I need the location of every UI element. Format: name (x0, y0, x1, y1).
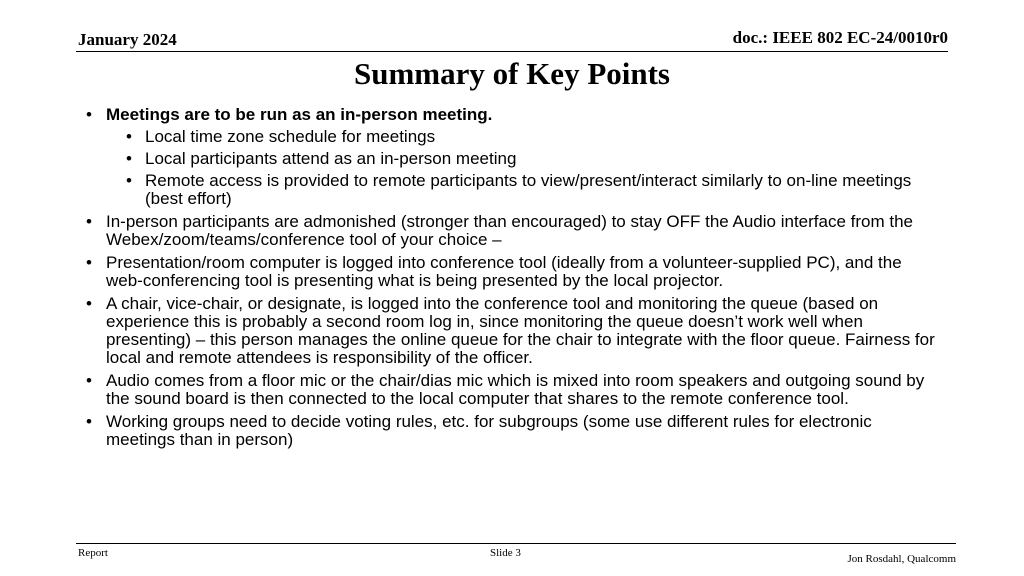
slide-content (86, 106, 938, 454)
footer-divider (76, 543, 956, 544)
bullet-text: Meetings are to be run as an in-person meeting. (106, 105, 493, 124)
slide-number: Slide 3 (490, 547, 521, 559)
bullet-item: • Audio comes from a floor mic or the chair/dias mic which is mixed into room speakers and outgoing sound by the sound board is then connected to the local computer that shares to the remote conference tool. (86, 372, 938, 408)
bullet-item: • Working groups need to decide voting rules, etc. for subgroups (some use different rules for electronic meetings than in person) (86, 413, 938, 449)
sub-bullet-item: • Local participants attend as an in-person meeting (106, 150, 938, 168)
bullet-item (86, 106, 938, 208)
sub-bullet-item: • Local time zone schedule for meetings (106, 128, 938, 146)
sub-bullet-list (106, 128, 938, 208)
bullet-item: • Presentation/room computer is logged into conference tool (ideally from a volunteer-supplied PC), and the web-conferencing tool is presenting what is being presented by the local projector. (86, 254, 938, 290)
header-date: January 2024 (78, 30, 177, 49)
slide-title: Summary of Key Points (353, 56, 670, 91)
footer-author: Jon Rosdahl, Qualcomm (847, 553, 956, 565)
document-id: doc.: IEEE 802 EC-24/0010r0 (732, 28, 948, 47)
footer-report-label: Report (78, 547, 108, 559)
header-divider (76, 51, 948, 52)
bullet-item: • In-person participants are admonished (stronger than encouraged) to stay OFF the Audio interface from the Webex/zoom/teams/conference tool of your choice – (86, 213, 938, 249)
sub-bullet-item: • Remote access is provided to remote participants to view/present/interact similarly to on-line meetings (best effort) (106, 172, 938, 208)
bullet-item: • A chair, vice-chair, or designate, is logged into the conference tool and monitoring the queue (based on experience this is probably a second room log in, since monitoring the queue doesn’t work well when presenting) – this person manages the online queue for the chair to integrate with the floor queue. Fairness for local and remote attendees is responsibility of the officer. (86, 295, 938, 367)
